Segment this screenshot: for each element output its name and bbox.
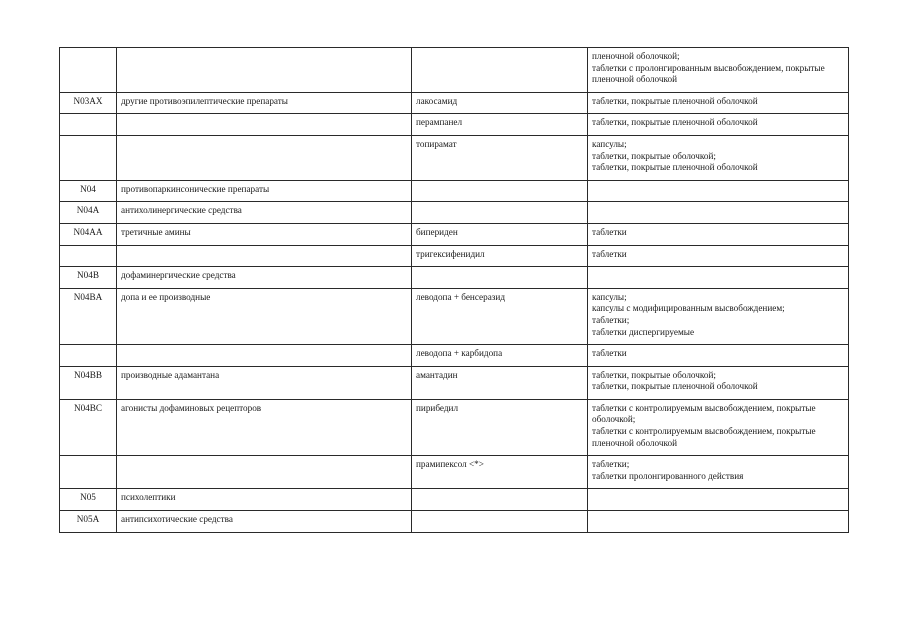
pharmacological-group-cell	[117, 345, 412, 367]
pharmacological-group-cell: третичные амины	[117, 223, 412, 245]
pharmacological-group-cell: дофаминергические средства	[117, 267, 412, 289]
drug-name-cell: амантадин	[412, 366, 588, 399]
atc-code-cell: N04BA	[60, 288, 117, 344]
drug-table-body	[60, 48, 849, 533]
atc-code-cell	[60, 456, 117, 489]
pharmacological-group-cell: агонисты дофаминовых рецепторов	[117, 399, 412, 455]
table-row	[60, 489, 849, 511]
atc-code-cell: N04A	[60, 202, 117, 224]
dosage-form-cell: таблетки, покрытые оболочкой; таблетки, покрытые пленочной оболочкой	[588, 366, 849, 399]
pharmacological-group-cell	[117, 114, 412, 136]
atc-code-cell: N04AA	[60, 223, 117, 245]
drug-name-cell: тригексифенидил	[412, 245, 588, 267]
atc-code-cell: N03AX	[60, 92, 117, 114]
drug-name-cell: леводопа + бенсеразид	[412, 288, 588, 344]
drug-name-cell: перампанел	[412, 114, 588, 136]
table-row	[60, 223, 849, 245]
pharmacological-group-cell	[117, 48, 412, 93]
atc-code-cell	[60, 114, 117, 136]
atc-code-cell	[60, 345, 117, 367]
table-row	[60, 267, 849, 289]
table-row	[60, 114, 849, 136]
pharmacological-group-cell	[117, 245, 412, 267]
pharmacological-group-cell: другие противоэпилептические препараты	[117, 92, 412, 114]
dosage-form-cell	[588, 180, 849, 202]
atc-code-cell: N05A	[60, 511, 117, 533]
table-row	[60, 48, 849, 93]
drug-name-cell: топирамат	[412, 135, 588, 180]
drug-name-cell: леводопа + карбидопа	[412, 345, 588, 367]
dosage-form-cell: таблетки	[588, 345, 849, 367]
drug-name-cell: прамипексол <*>	[412, 456, 588, 489]
table-row	[60, 180, 849, 202]
drug-name-cell	[412, 48, 588, 93]
atc-code-cell: N05	[60, 489, 117, 511]
drug-name-cell	[412, 202, 588, 224]
dosage-form-cell	[588, 267, 849, 289]
table-row	[60, 456, 849, 489]
table-row	[60, 345, 849, 367]
table-row	[60, 245, 849, 267]
pharmacological-group-cell: допа и ее производные	[117, 288, 412, 344]
drug-table	[59, 47, 849, 533]
pharmacological-group-cell: психолептики	[117, 489, 412, 511]
dosage-form-cell	[588, 489, 849, 511]
dosage-form-cell: капсулы; таблетки, покрытые оболочкой; таблетки, покрытые пленочной оболочкой	[588, 135, 849, 180]
pharmacological-group-cell: производные адамантана	[117, 366, 412, 399]
pharmacological-group-cell: антипсихотические средства	[117, 511, 412, 533]
pharmacological-group-cell: противопаркинсонические препараты	[117, 180, 412, 202]
pharmacological-group-cell	[117, 135, 412, 180]
atc-code-cell	[60, 135, 117, 180]
atc-code-cell: N04BB	[60, 366, 117, 399]
dosage-form-cell: таблетки	[588, 223, 849, 245]
dosage-form-cell: таблетки; таблетки пролонгированного действия	[588, 456, 849, 489]
atc-code-cell: N04BC	[60, 399, 117, 455]
dosage-form-cell: таблетки с контролируемым высвобождением, покрытые оболочкой; таблетки с контролируемым высвобождением, покрытые пленочной оболочкой	[588, 399, 849, 455]
dosage-form-cell: таблетки, покрытые пленочной оболочкой	[588, 114, 849, 136]
drug-name-cell: пирибедил	[412, 399, 588, 455]
dosage-form-cell: таблетки, покрытые пленочной оболочкой	[588, 92, 849, 114]
table-row	[60, 202, 849, 224]
atc-code-cell: N04	[60, 180, 117, 202]
table-row	[60, 366, 849, 399]
drug-name-cell: лакосамид	[412, 92, 588, 114]
atc-code-cell	[60, 245, 117, 267]
drug-name-cell: бипериден	[412, 223, 588, 245]
drug-name-cell	[412, 489, 588, 511]
pharmacological-group-cell	[117, 456, 412, 489]
table-row	[60, 92, 849, 114]
atc-code-cell: N04B	[60, 267, 117, 289]
table-row	[60, 399, 849, 455]
drug-name-cell	[412, 511, 588, 533]
drug-name-cell	[412, 267, 588, 289]
document-page	[59, 47, 848, 533]
dosage-form-cell	[588, 511, 849, 533]
dosage-form-cell	[588, 202, 849, 224]
dosage-form-cell: таблетки	[588, 245, 849, 267]
pharmacological-group-cell: антихолинергические средства	[117, 202, 412, 224]
table-row	[60, 135, 849, 180]
atc-code-cell	[60, 48, 117, 93]
dosage-form-cell: капсулы; капсулы с модифицированным высвобождением; таблетки; таблетки диспергируемые	[588, 288, 849, 344]
table-row	[60, 511, 849, 533]
dosage-form-cell: пленочной оболочкой; таблетки с пролонгированным высвобождением, покрытые пленочной оболочкой	[588, 48, 849, 93]
drug-name-cell	[412, 180, 588, 202]
table-row	[60, 288, 849, 344]
